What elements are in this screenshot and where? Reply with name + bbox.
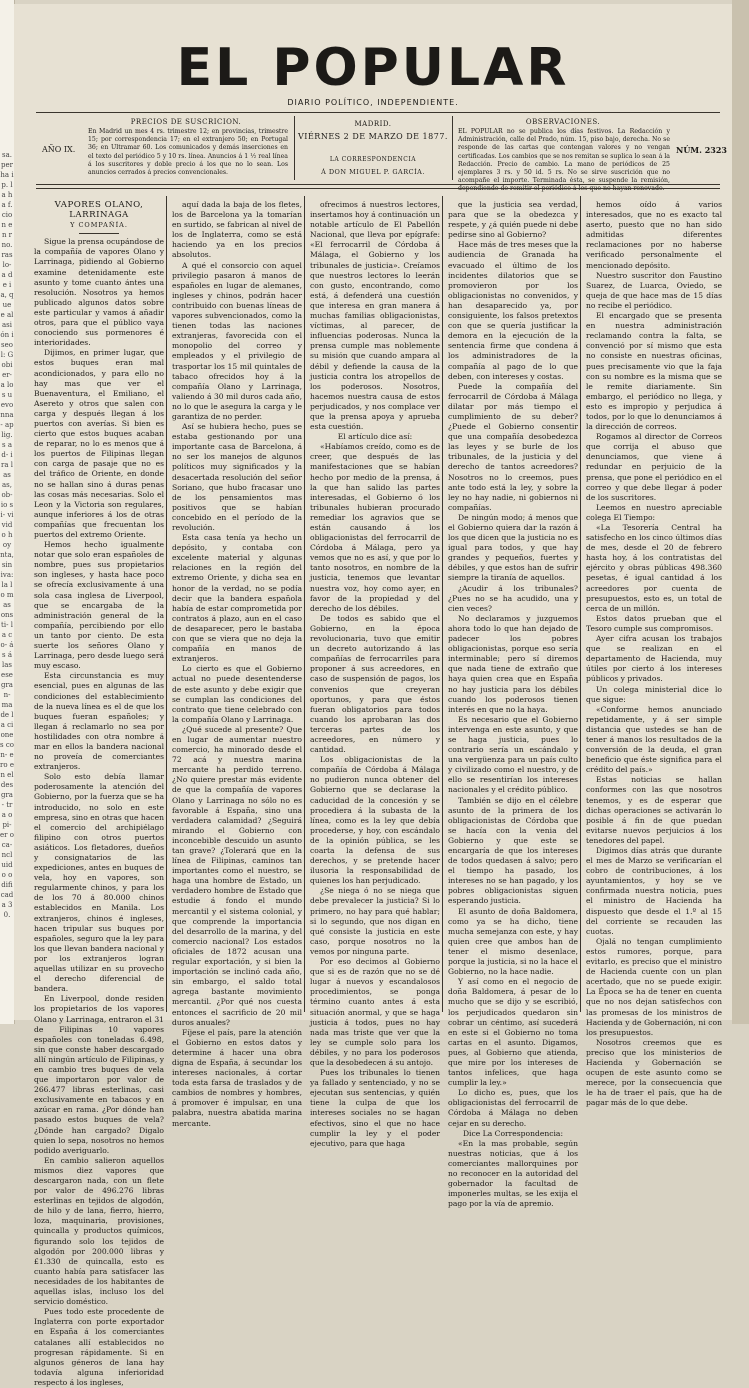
paragraph: Ojalá no tengan cumplimiento estos rumores, porque, para evitarlo, es preciso que el ministro de Hacienda cuente con un plan acertado, que no se puede exigir. La Época se ha de tener en cuenta que no nos dejan satisfechos con las promesas de los ministros de Hacienda y de Gobernación, ni con los presupuestos. — [586, 936, 722, 1037]
paragraph: Ayer cifra acusan los trabajos que se realizan en el departamento de Hacienda, muy útiles por cierto á los intereses públicos y privados. — [586, 634, 722, 684]
paragraph: hemos oído á varios interesados, que no es exacto tal aserto, puesto que no han sido admitidas diferentes reclamaciones por no haberse verificado personalmente el mencionado depósito. — [586, 200, 722, 270]
masthead-title: EL POPULAR — [176, 38, 570, 98]
paragraph: «En la mas probable, según nuestras noticias, que á los comerciantes mallorquines por no reconocer en la autoridad del gobernador la facultad de imponerles multas, se les exija el pago por la vía de apremio. — [448, 1138, 578, 1209]
column-rule — [166, 196, 167, 1012]
paragraph: ¿Acudir á los tribunales? ¿Pues no se ha acudido, una y cien veces? — [448, 583, 578, 613]
page-spine — [0, 0, 15, 1024]
issue-date: VIÉRNES 2 DE MARZO DE 1877. — [298, 132, 448, 141]
paragraph: Lo dicho es, pues, que los obligacionistas del ferrocarril de Córdoba á Málaga no deben cejar en su derecho. — [448, 1088, 578, 1128]
column-rule — [442, 196, 443, 1012]
paragraph: Estos datos prueban que el Tesoro cumple sus compromisos. — [586, 613, 722, 633]
paragraph: De ningún modo; á menos que el Gobierno quiera dar la razón á los que dicen que la justicia no es igual para todos, y que hay grandes y pequeños, fuertes y débiles, y que estos han de sufrir siempre la tiranía de aquellos. — [448, 512, 578, 583]
paragraph: Así se hubiera hecho, pues se estaba gestionando por una importante casa de Barcelona, á no ser los manejos de algunos políticos muy significados y la desacertada resolución del señor Soriano, que hubo fracasar uno de los pensamientos mas positivos que se habían concebido en el período de la revolución. — [172, 422, 302, 532]
observations-title: OBSERVACIONES. — [525, 118, 601, 126]
column-rule — [304, 196, 305, 1012]
paragraph: «Conforme hemos anunciado repetidamente, y á ser simple distancia que ustedes se han de tener á manos los resultados de la conversión de la deuda, el gran beneficio que éste significa para el crédito del país.» — [586, 704, 722, 775]
paragraph: Fíjese el país, pare la atención el Gobierno en estos datos y determine á hacer una obra digna de España, á secundar los intereses nacionales, á cortar toda esta farsa de traslados y de cambios de nombres y hombres, á promover é impulsar, en una palabra, nuestra abatida marina mercante. — [172, 1027, 302, 1128]
paragraph: Lo cierto es que el Gobierno actual no puede desentenderse de este asunto y debe exigir que se cumplan las condiciones del contrato que tiene celebrado con la compañía Olano y Larrinaga. — [172, 664, 302, 724]
paragraph: Solo esto debía llamar poderosamente la atención del Gobierno, por la fuerza que se ha introducido, no solo en este empresa, sino en otras que hacen el comercio del archipiélago filipino con otros puertos asiáticos. Los fletadores, dueños y consignatarios de las expediciones, antes en buques de vela, hoy en vapores, son regularmente chinos, y para los de los 70 á 80.000 chinos establecidos en Manila. Los extranjeros, chinos é ingleses, hacen tripular sus buques por españoles, seguro que la ley para los que llevan bandera nacional y por los extranjeros logran aquellas utilizar en su provecho el derecho diferencial de bandera. — [34, 772, 164, 994]
paragraph: Esta circunstancia es muy esencial, pues en algunas de las condiciones del establecimiento de la nueva línea es el de que los buques fueran españoles; y llegan á reclamarlo no sea por hostilidades con otra nombre á mar en ellos la bandera nacional no proveía de comerciantes extranjeros. — [34, 671, 164, 772]
header-double-rule — [36, 188, 720, 189]
heading-divider — [79, 233, 119, 234]
paragraph: Pues todo este procedente de Inglaterra con porte exportador en España á los comerciantes catalanes allí establecidos no progresan rápidamente. Si en algunos géneros de lana hay todavía alguna inferioridad respecto á los ingleses, — [34, 1307, 164, 1387]
article-column-1 — [34, 200, 164, 1387]
spine-fragment-text: sa. per ha i p. la ha f. cion en rno. ras lo- a de ia, que e al asión i seol: Gobier- a los uevo nna- aplig. s ad- ira las as, ob- io si- vivido hoy nta, sin iva: la lo mas onsti- la co- ás á las ese gran- ma de la ciones con- ero en el desgra- tra opi- er oca- ncluido odificada 30. — [0, 151, 14, 919]
paragraph: A qué el consorcio con aquel privilegio pasaron á manos de españoles en lugar de alemanes, ingleses y chinos, podrán hacer contribuido con buenas líneas de vapores subvencionados, como la tienen todas las naciones extranjeras, favorecida con el monopolio del correo y empleados y el privilegio de trasportar los 15 mil quintales de tabaco ofrecidos hoy á la compañía Olano y Larrinaga, valiendo á 30 mil duros cada año, no lo que le asegura la carga y le garantiza de no perder. — [172, 260, 302, 421]
paragraph: Nuestro suscritor don Faustino Suarez, de Luarca, Oviedo, se queja de que hace mas de 15 días no recibe el periódico. — [586, 270, 722, 310]
next-page-edge — [732, 0, 749, 1024]
paragraph: Nosotros creemos que es preciso que los ministerios de Hacienda y Gobernación se ocupen de este asunto como se merece, por la consecuencia que le ha de traer el país, que ha de pagar más de lo que debe. — [586, 1037, 722, 1108]
paragraph: No declaramos y juzguemos ahora todo lo que han dejado de padecer los pobres obligacionistas, porque eso sería interminable; pero sí diremos que nada tiene de extraño que haya quien crea que en España no hay justicia para los débiles cuando los poderosos tienen interés en que no la haya. — [448, 613, 578, 714]
paragraph: Un colega ministerial dice lo que sigue: — [586, 684, 722, 704]
header-divider-left — [294, 116, 295, 180]
prices-title: PRECIOS DE SUSCRICION. — [130, 118, 242, 126]
article-column-2 — [172, 200, 302, 1128]
paragraph: ofrecimos á nuestros lectores, insertamos hoy á continuación un notable artículo de El Pabellón Nacional, que lleva por epígrafe: «El ferrocarril de Córdoba á Málaga, el Gobierno y los tribunales de justicia». Creíamos que nuestros lectores lo leerán con gusto, encontrando, como está, á defenderá una cuestión que interesa en gran manera á muchas familias obligacionistas, víctimas, al parecer, de influencias poderosas. Nunca la prensa cumple mas noblemente su misión que cuando ampara al débil y defiende la causa de la justicia contra los atropellos de los poderosos. Nosotros, hacemos nuestra causa de estos perjudicados, y nos complace ver que la prensa apoya y aprueba esta cuestión. — [310, 200, 440, 432]
paragraph: En cambio salieron aquellos mismos diez vapores que descargaron nada, con un flete por valor de 496.276 libras esterlinas en tejidos de algodón, de hilo y de lana, fierro, hierro, loza, maquinaria, provisiones, quincalla y productos químicos, figurando solo los tejidos de algodón por 200.000 libras y £1.330 de quincalla, esto es cuanto había para satisfacer las necesidades de los habitantes de aquellas islas, incluso los del servicio doméstico. — [34, 1155, 164, 1307]
header-top-rule — [36, 112, 720, 113]
paragraph: Puede la compañía del ferrocarril de Córdoba á Málaga dilatar por más tiempo el cumplimiento de su deber? ¿Puede el Gobierno consentir que una compañía desobedezca las leyes y se burle de los tribunales, de la justicia y del derecho de tantos acreedores? Nosotros no lo creemos, pues ante todo está la ley, y sobre la ley no hay nadie, ni gobiernos ni compañías. — [448, 381, 578, 512]
article-heading: VAPORES OLANO, LARRINAGA — [54, 200, 144, 221]
paragraph: De todos es sabido que el Gobierno, en la época revolucionaria, tuvo que emitir un decreto autorizando á las compañías de ferrocarriles para proponer á sus acreedores, en caso de suspensión de pagos, los convenios que creyeran oportunos, y para que éstos fueran obligatorios para todos cuando los aprobaran las dos terceras partes de los acreedores, en número y cantidad. — [310, 613, 440, 755]
article-column-3 — [310, 200, 440, 1148]
year-label: AÑO IX. — [42, 145, 76, 154]
paragraph: Rogamos al director de Correos que corrija el abuso que denunciamos, que viene á redundar en perjuicio de la prensa, que pone el periódico en el correo y que debe llegar á poder de los suscritores. — [586, 432, 722, 502]
article-column-5 — [586, 200, 722, 1108]
paragraph: En Liverpool, donde residen los propietarios de los vapores Olano y Larrinaga, entraron el 31 de Filipinas 10 vapores españoles con toneladas 6.498, sin que conste haber descargado allí ningún artículo de Filipinas, y en cambio tres buques de vela que importaron por valor de 266.477 libras esterlinas, casi exclusivamente en tabacos y en azúcar en rama. ¿Por dónde han pasado estos buques de vela? ¿Dónde han cargado? Digalo quien lo sepa, nosotros no hemos podido averiguarlo. — [34, 994, 164, 1155]
paragraph: Sigue la prensa ocupándose de la compañía de vapores Olano y Larrinaga, pidiendo al Gobierno examine detenidamente este asunto y tome cuanto ántes una resolución. Nosotros ya hemos publicado algunos datos sobre este particular y vamos á añadir otros, para que el público vaya conociendo sus pormenores é interioridades. — [34, 237, 164, 348]
observations-text: EL POPULAR no se publica los días festivos. La Redacción y Administración, calle del Prado, núm. 15, piso bajo, derecha. No se responde de las cartas que contengan valores y no vengan certificadas. Los cambios que se nos remitan se suplica lo sean á la Redacción. Precio de cambio. La mano de periódicos de 25 ejemplares 3 rs. y 50 id. 5 rs. No se sirve suscrición que no acompañe el importe. Terminada ésta, se suspende la remisión, dependiendo de remitir el periódico á los que no hayan renovado. — [458, 128, 670, 193]
paragraph: ¿Qué sucede al presente? Que en lugar de aumentar nuestro comercio, ha minorado desde el 72 acá y nuestra marina mercante ha perdido terreno. ¿No quiere prestar más evidente de que la compañía de vapores Olano y Larrinaga no sólo no es favorable á España, sino una verdadera calamidad? ¿Seguirá mirando el Gobierno con inconcebible descuido un asunto tan grave? ¿Tolerará que en la línea de Filipinas, caminos tan importantes como el nuestro, se haga una hombre de Estado, un verdadero hombre de Estado que estudie á fondo el mundo mercantil y el sistema colonial, y que comprende la importancia del desarrollo de la marina, y del comercio nacional? Los estados oficiales de 1872 acusan una regular exportación, y si bien la importación se inclinó cada año, sin embargo, el saldo total agrega bastante movimiento mercantil. ¿Por qué nos cuesta entonces el sacrificio de 20 mil duros anuales? — [172, 724, 302, 1027]
paragraph: Leemos en nuestro apreciable colega El Tiempo: — [586, 502, 722, 522]
paragraph: El encargado que se presenta en nuestra administración reclamando contra la falta, se convenció por sí mismo que esta no consiste en nuestras oficinas, pues precisamente vio que la faja con su nombre es la misma que se le remite diariamente. Sin embargo, el periódico no llega, y esto es impropio y perjudica á todos, por lo que lo denunciamos á la dirección de correos. — [586, 311, 722, 432]
paragraph: Hace más de tres meses que la audiencia de Granada ha evacuado el último de los incidentes dilatorios que se promovieron por los obligacionistas no convenidos, y han desaparecido ya, por consiguiente, los falsos pretextos con que se quería justificar la demora en la ejecución de la sentencia firme que condena á los administradores de la compañía al pago de lo que deben, con intereses y costas. — [448, 240, 578, 381]
paragraph: El asunto de doña Baldomera, como ya se ha dicho, tiene mucha semejanza con este, y hay quien cree que ambos han de tener el mismo desenlace, porque la justicia, si no la hace el Gobierno, no la hace nadie. — [448, 906, 578, 977]
paragraph: Los obligacionistas de la compañía de Córdoba á Málaga no pudieron nunca obtener del Gobierno que se declarase la caducidad de la concesión y se procediera á la subasta de la línea, como es la ley que debía procederse, y hoy, con escándalo de la opinión pública, se les coarta la defensa de sus derechos, y se pretende hacer ilusoria la responsabilidad de quienes los han perjudicado. — [310, 755, 440, 886]
paragraph: «Habíamos creído, como es de creer, que después de las manifestaciones que se habían hecho por medio de la prensa, á la que han salido las partes interesadas, el Gobierno ó los tribunales hubieran procurado remediar los agravios que se están causando á los obligacionistas del ferrocarril de Córdoba á Málaga, pero ya vemos que no es así, y que por lo tanto nosotros, en nombre de la justicia, tenemos que levantar nuestra voz, hoy como ayer, en favor de la propiedad y del derecho de los débiles. — [310, 442, 440, 613]
article-column-4 — [448, 200, 578, 1209]
paragraph: Es necesario que el Gobierno intervenga en este asunto, y que se haga justicia, pues lo contrario sería un escándalo y una vergüenza para un país culto y civilizado como el nuestro, y de ello se resentirían los intereses nacionales y el crédito público. — [448, 714, 578, 795]
article-subheading: Y COMPAÑÍA. — [70, 221, 128, 230]
paragraph: aquí dada la baja de los fletes, los de Barcelona ya la tomarían en surtido, se fabrican al nivel de los de Inglaterra, como se está haciendo ya en los precios absolutos. — [172, 200, 302, 260]
paragraph: «La Tesorería Central ha satisfecho en los cinco últimos días de mes, desde el 20 de febrero hasta hoy, á los contratistas del ejército y obras públicas 498.360 pesetas, é igual cantidad á los acreedores por cuenta de presupuestos, esto es, un total de cerca de un millón. — [586, 523, 722, 613]
paragraph: Dijimos, en primer lugar, que estos buques eran mal acondicionados, y para ello no hay mas que ver el Buenaventura, el Emiliano, el Asereto y otros que salen con carga y después llegan á los puertos con averías. Si bien es cierto que estos buques acaban de reparar, no lo es menos que á los puertos de Filipinas llegan con carga de pasaje que no es del tráfico de Oriente, en donde no se hallan sino á duras penas las cosas más necesarias. Solo el Leon y la Victoria son regulares, aunque inferiores á los de otras compañías que frecuentan los puertos del extremo Oriente. — [34, 348, 164, 539]
header-divider-right — [452, 116, 453, 180]
paragraph: Y así como en el negocio de doña Baldomera, á pesar de lo mucho que se dijo y se escribió, los perjudicados quedaron sin cobrar un céntimo, así sucederá en este si el Gobierno no toma cartas en el asunto. Digamos, pues, al Gobierno que atienda, que mire por los intereses de tantos infelices, que haga cumplir la ley.» — [448, 977, 578, 1088]
paragraph: Por eso decimos al Gobierno que si es de razón que no se dé lugar á nuevos y escandalosos procedimientos, se ponga término cuanto antes á esta situación anormal, y que se haga justicia á todos, pues no hay nada mas triste que ver que la ley se cumple solo para los débiles, y no para los poderosos que la desobedecen á su antojo. — [310, 957, 440, 1067]
paragraph: ¿Se niega ó no se niega que debe prevalecer la justicia? Si lo primero, no hay para qué hablar; si lo segundo, que nos digan en qué consiste la justicia en este caso, porque nosotros no la vemos por ninguna parte. — [310, 886, 440, 956]
paragraph: Digimos días atrás que durante el mes de Marzo se verificarían el cobro de contribuciones, á los ayuntamientos, y hoy se ve confirmada nuestra noticia, pues el ministro de Hacienda ha dispuesto que desde el 1.º al 15 del corriente se recauden las cuotas. — [586, 846, 722, 936]
paragraph: Pues los tribunales lo tienen ya fallado y sentenciado, y no se ejecutan sus sentencias, y quién tiene la culpa de que los intereses sociales no se hagan efectivos, sino el que no hace cumplir la ley y el poder ejecutivo, para que haga — [310, 1068, 440, 1148]
paragraph: El artículo dice así: — [337, 432, 413, 442]
newspaper-page — [14, 4, 732, 1387]
header-bottom-rule — [36, 184, 720, 185]
date-city: MADRID. — [354, 120, 392, 128]
paragraph: Estas noticias se hallan conformes con las que nosotros tenemos, y es de esperar que dichas operaciones se activarán lo posible á fin de que puedan evitarse nuevos perjuicios á los tenedores del papel. — [586, 775, 722, 845]
section-heading: Dice La Correspondencia: — [462, 1128, 564, 1138]
masthead-subtitle: DIARIO POLÍTICO, INDEPENDIENTE. — [287, 98, 459, 107]
issue-number: NÚM. 2323 — [676, 145, 727, 155]
paragraph: que la justicia sea verdad, para que se la obedezca y respete, y ¿á quién puede ni debe pedirse sino al Gobierno? — [448, 200, 578, 240]
correspondence-label: LA CORRESPONDENCIA — [329, 156, 417, 163]
correspondence-name: Á DON MIGUEL P. GARCÍA. — [321, 168, 425, 176]
paragraph: También se dijo en el célebre asunto de la primera de los obligacionistas de Córdoba que se hacía con la venia del Gobierno y que este se encargaría de que los intereses de todos quedasen á salvo; pero el tiempo ha pasado, los intereses no se han pagado, y los pobres obligacionistas siguen esperando justicia. — [448, 795, 578, 906]
paragraph: Hemos hecho igualmente notar que solo eran españoles de nombre, pues sus propietarios son ingleses, y hasta hace poco se ofrecía exclusivamente á una sola casa inglesa de Liverpool, que se encargaba de la administración general de la compañía, percibiendo por ello un tanto por ciento. De esta suerte los señores Olano y Larrinaga, pero desde luego será muy escaso. — [34, 540, 164, 671]
column-rule — [580, 196, 581, 1012]
prices-text: En Madrid un mes 4 rs. trimestre 12; en provincias, trimestre 15; por correspondencia 17; en el extranjero 50; en Portugal 36; en Ultramar 60. Los comunicados y demás inserciones en el texto del periódico 5 y 10 rs. línea. Anuncios á 1 ½ real línea á los suscritores y doble precio á los que no lo sean. Los anuncios cerrados á precios convencionales. — [88, 128, 288, 177]
paragraph: Esta casa tenía ya hecho un depósito, y contaba con excelente material y algunas relaciones en la región del extremo Oriente, y dicha sea en honor de la verdad, no se podía decir que la bandera española había de estar comprometida por contratos á plazo, aun en el caso de desaparecer, pero le bastaba con que se viera que no deja la compañía en manos de extranjeros. — [172, 533, 302, 664]
